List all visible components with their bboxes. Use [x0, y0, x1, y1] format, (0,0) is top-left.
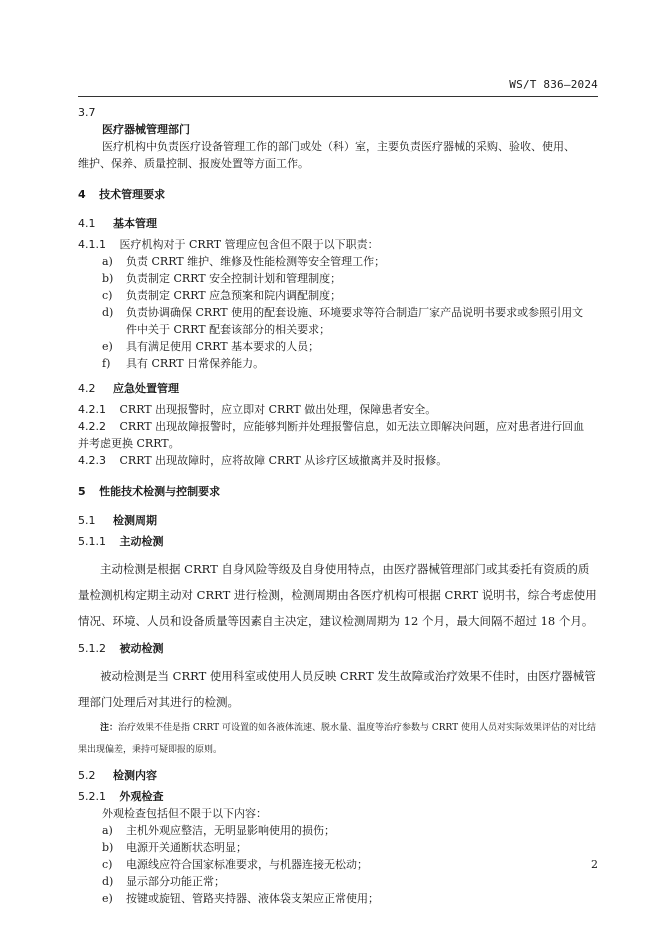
list-text: 具有满足使用 CRRT 基本要求的人员；: [126, 340, 320, 353]
clause-number: 5.2: [78, 769, 96, 782]
chapter-title: 技术管理要求: [99, 188, 166, 201]
list-item: [78, 253, 598, 270]
page-number: 2: [591, 858, 598, 871]
list-item: [78, 355, 598, 372]
clause-5-2-heading: [78, 767, 598, 784]
clause-5-1-2: [78, 640, 598, 761]
clause-number: 4.1: [78, 217, 96, 230]
clause-text: CRRT 出现报警时，应立即对 CRRT 做出处理，保障患者安全。: [119, 403, 437, 416]
chapter-title: 性能技术检测与控制要求: [99, 485, 221, 498]
clause-text-continued: 并考虑更换 CRRT。: [78, 437, 180, 450]
list-label: a): [102, 824, 113, 837]
clause-5-1-heading: [78, 512, 598, 529]
note-label: 注：: [100, 723, 119, 733]
clause-title: 基本管理: [113, 217, 157, 230]
note-text: 治疗效果不佳是指 CRRT 可设置的如各液体流速、脱水量、温度等治疗参数与 CRRT 使用人员对实际效果评估的对比结果出现偏差，秉持可疑即报的原则。: [78, 723, 597, 755]
clause-number: 5.2.1: [78, 790, 106, 803]
chapter-5-heading: [78, 483, 598, 500]
clause-5-2-1: [78, 788, 598, 907]
list-label: e): [102, 892, 113, 905]
clause-4-2-1: [78, 401, 598, 418]
clause-number: 5.1.1: [78, 535, 106, 548]
clause-number: 4.2: [78, 382, 96, 395]
clause-title: 检测内容: [113, 769, 157, 782]
clause-4-1-heading: [78, 215, 598, 232]
list-item: [78, 822, 598, 839]
clause-number: 3.7: [78, 106, 96, 119]
list-label: c): [102, 858, 113, 871]
list-text: 负责协调确保 CRRT 使用的配套设施、环境要求等符合制造厂家产品说明书要求或参照引用文: [126, 306, 584, 319]
clause-number: 5.1.2: [78, 642, 106, 655]
clause-title: 被动检测: [119, 642, 164, 655]
clause-5-1-1: [78, 533, 598, 634]
list-item: [78, 873, 598, 890]
clause-4-2-2: [78, 418, 598, 452]
list-item: [78, 304, 598, 338]
list-label: f): [102, 357, 111, 370]
list-item: [78, 287, 598, 304]
list-text: 按键或旋钮、管路夹持器、液体袋支架应正常使用；: [126, 892, 379, 905]
term-3-7: [78, 104, 598, 172]
clause-number: 4: [78, 188, 86, 201]
clause-number: 4.2.1: [78, 403, 106, 416]
paragraph: 被动检测是当 CRRT 使用科室或使用人员反映 CRRT 发生故障或治疗效果不佳时，由医疗器械管理部门处理后对其进行的检测。: [78, 669, 596, 709]
clause-text: CRRT 出现故障报警时，应能够判断并处理报警信息，如无法立即解决问题，应对患者进行回血: [119, 420, 585, 433]
note: [78, 717, 598, 761]
list-label: d): [102, 306, 114, 319]
list-text: 负责 CRRT 维护、维修及性能检测等安全管理工作；: [126, 255, 386, 268]
clause-title: 应急处置管理: [113, 382, 179, 395]
list-label: e): [102, 340, 113, 353]
chapter-4-heading: [78, 186, 598, 203]
list-item: [78, 839, 598, 856]
term-definition-line: 维护、保养、质量控制、报废处置等方面工作。: [78, 157, 309, 170]
list-label: a): [102, 255, 113, 268]
paragraph: 主动检测是根据 CRRT 自身风险等级及自身使用特点，由医疗器械管理部门或其委托有资质的质量检测机构定期主动对 CRRT 进行检测，检测周期由各医疗机构可根据 CRRT 说明书，综合考虑使用情况、环境、人员和设备质量等因素自主决定，建议检测周期为 12 个月，最大间隔不超过 18 个月。: [78, 562, 597, 628]
clause-4-1-1: [78, 236, 598, 372]
standard-code: WS/T 836—2024: [509, 78, 598, 91]
list-label: d): [102, 875, 114, 888]
clause-title: 外观检查: [119, 790, 164, 803]
list-label: b): [102, 841, 114, 854]
list-item: [78, 890, 598, 907]
list-item: [78, 270, 598, 287]
header-rule: [78, 96, 598, 97]
list-text: 显示部分功能正常；: [126, 875, 225, 888]
list-text-continued: 件中关于 CRRT 配套该部分的相关要求；: [126, 323, 331, 336]
clause-number: 4.2.3: [78, 454, 106, 467]
term-title: 医疗器械管理部门: [102, 123, 190, 136]
term-definition-line: 医疗机构中负责医疗设备管理工作的部门或处（科）室，主要负责医疗器械的采购、验收、使用、: [102, 140, 575, 153]
list-text: 电源开关通断状态明显；: [126, 841, 247, 854]
list-text: 具有 CRRT 日常保养能力。: [126, 357, 265, 370]
list-item: [78, 856, 598, 873]
list-text: 负责制定 CRRT 安全控制计划和管理制度；: [126, 272, 342, 285]
clause-number: 5.1: [78, 514, 96, 527]
list-label: b): [102, 272, 114, 285]
clause-title: 主动检测: [119, 535, 164, 548]
clause-number: 4.2.2: [78, 420, 106, 433]
clause-text: CRRT 出现故障时，应将故障 CRRT 从诊疗区域撤离并及时报修。: [119, 454, 448, 467]
list-text: 负责制定 CRRT 应急预案和院内调配制度；: [126, 289, 342, 302]
document-body: [78, 104, 598, 907]
list-text: 主机外观应整洁，无明显影响使用的损伤；: [126, 824, 335, 837]
list-label: c): [102, 289, 113, 302]
list-item: [78, 338, 598, 355]
clause-4-2-heading: [78, 380, 598, 397]
clause-text: 医疗机构对于 CRRT 管理应包含但不限于以下职责：: [119, 238, 379, 251]
clause-number: 4.1.1: [78, 238, 106, 251]
clause-4-2-3: [78, 452, 598, 469]
clause-title: 检测周期: [113, 514, 157, 527]
clause-number: 5: [78, 485, 86, 498]
clause-intro: 外观检查包括但不限于以下内容：: [102, 807, 267, 820]
list-text: 电源线应符合国家标准要求，与机器连接无松动；: [126, 858, 368, 871]
